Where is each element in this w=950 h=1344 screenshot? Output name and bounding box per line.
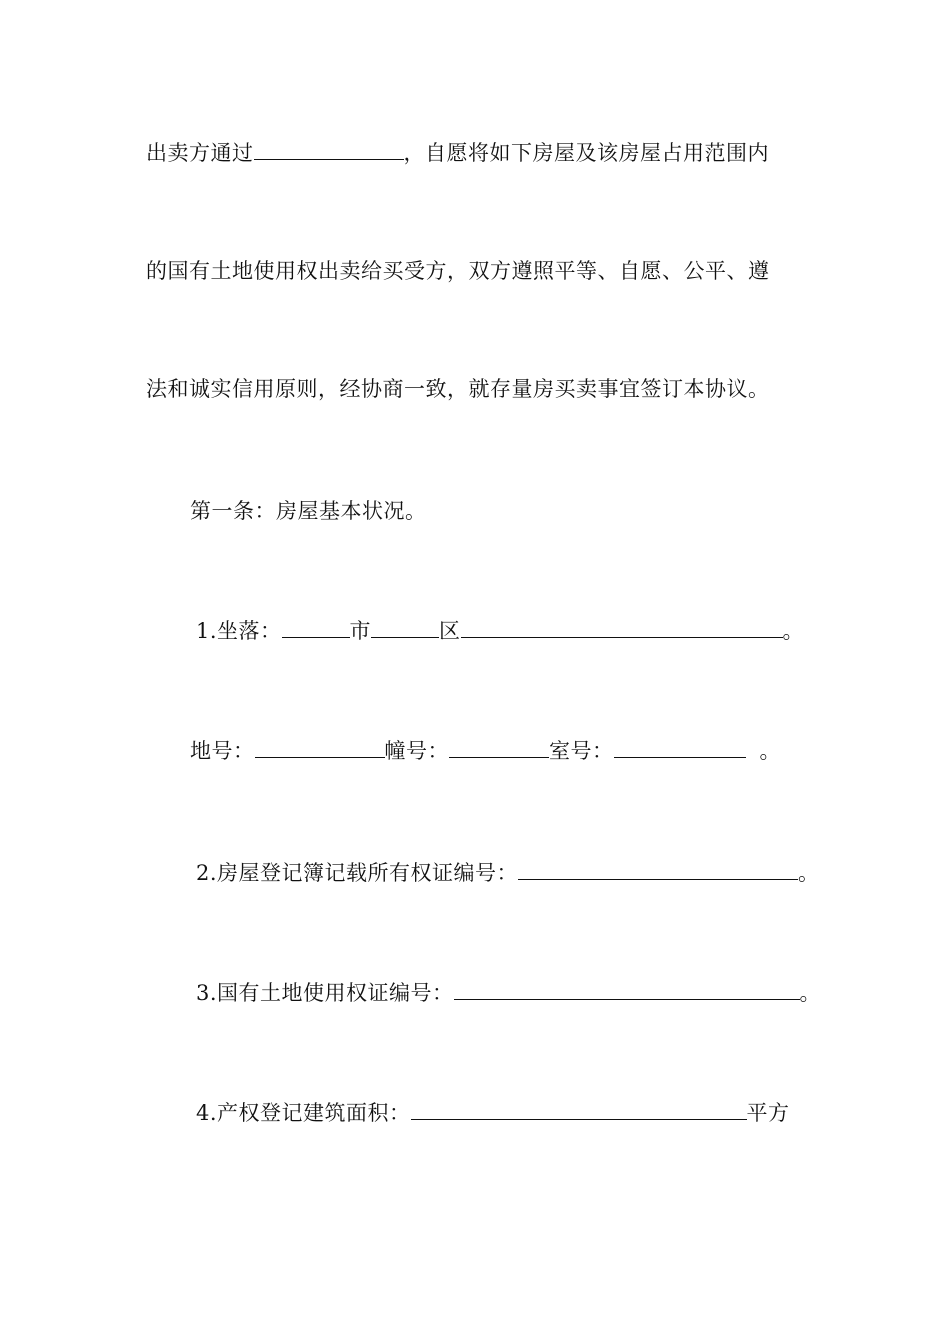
area-blank[interactable] (411, 1099, 747, 1120)
room-label: 室号： (549, 739, 614, 763)
item-4-area (196, 1098, 790, 1128)
intro-line-2: 的国有土地使用权出卖给买受方，双方遵照平等、自愿、公平、遵 (146, 259, 770, 283)
item-2-end: 。 (798, 861, 820, 885)
ownership-cert-blank[interactable] (518, 859, 798, 880)
building-number-blank[interactable] (449, 737, 549, 758)
item-2-ownership-cert (196, 858, 820, 888)
item-1b-end: 。 (759, 739, 781, 763)
address-blank[interactable] (461, 617, 783, 638)
item-1-prefix: 1.坐落： (196, 619, 282, 643)
item-3-land-cert (196, 978, 821, 1008)
room-number-blank[interactable] (614, 737, 746, 758)
item-1-location (196, 616, 804, 646)
item-1-end: 。 (782, 619, 805, 643)
area-unit: 平方 (746, 1101, 790, 1125)
method-blank[interactable] (254, 139, 404, 160)
city-label: 市 (349, 619, 372, 643)
city-blank[interactable] (282, 617, 350, 638)
lot-number-blank[interactable] (255, 737, 385, 758)
item-1-numbers (190, 736, 781, 766)
building-label: 幢号： (384, 739, 449, 763)
lot-label: 地号： (190, 739, 255, 763)
item-3-end: 。 (799, 981, 822, 1005)
intro-line-1-end: ，自愿将如下房屋及该房屋占用范围内 (403, 141, 769, 165)
item-2-label: 2.房屋登记簿记载所有权证编号： (196, 861, 519, 885)
district-blank[interactable] (371, 617, 439, 638)
item-3-label: 3.国有土地使用权证编号： (196, 981, 454, 1005)
article-1-heading: 第一条：房屋基本状况。 (190, 499, 427, 523)
item-4-label: 4.产权登记建筑面积： (196, 1101, 411, 1125)
land-cert-blank[interactable] (454, 979, 800, 1000)
intro-line-1-start: 出卖方通过 (146, 141, 254, 165)
intro-line-1 (146, 138, 769, 168)
district-label: 区 (439, 619, 461, 643)
intro-line-3: 法和诚实信用原则，经协商一致，就存量房买卖事宜签订本协议。 (146, 377, 770, 401)
